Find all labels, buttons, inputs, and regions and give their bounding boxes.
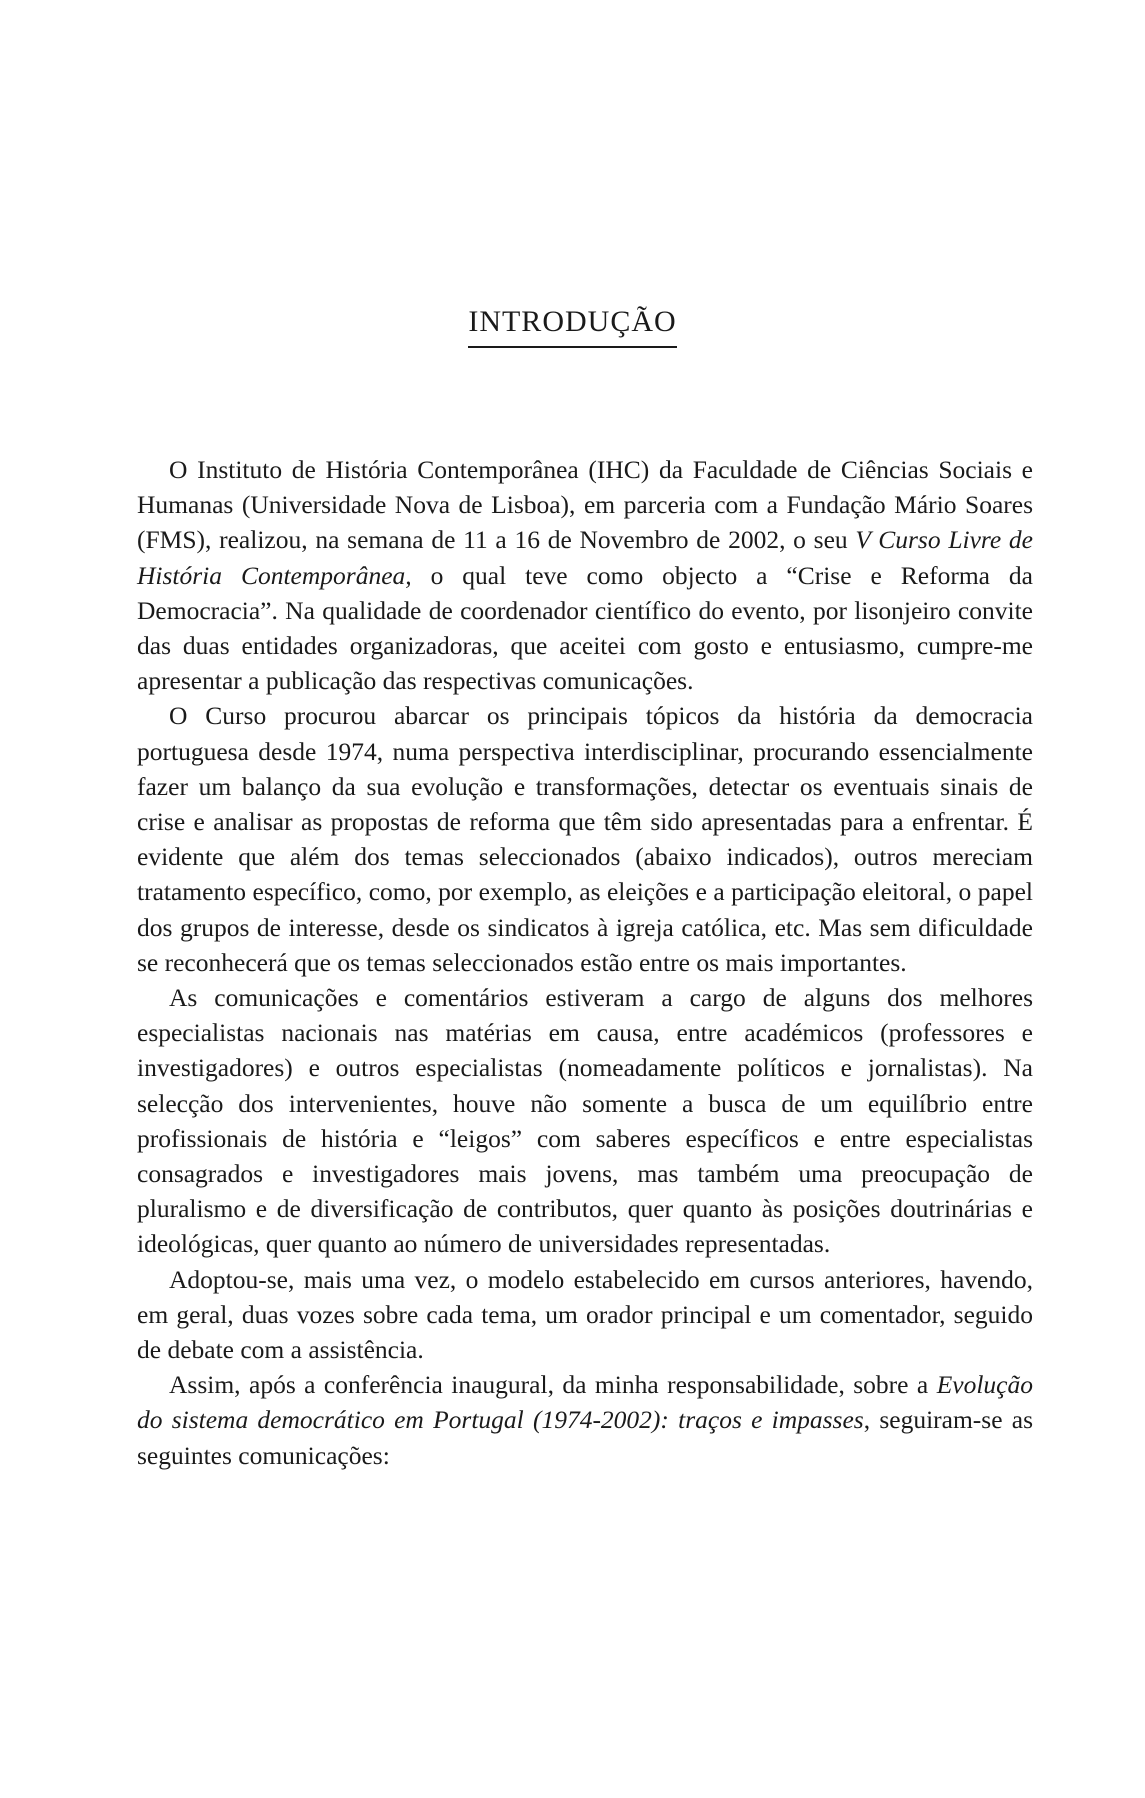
course-title-italic: V Curso Livre de História Contemporânea, [137, 525, 1033, 590]
paragraph-4 [137, 1262, 1033, 1368]
paragraph-2 [137, 698, 1033, 980]
paragraph-text: O Instituto de História Contemporânea (IHC) da Faculdade de Ciências Sociais e Humanas (Universidade Nova de Lisboa), em parceria com a Fundação Mário Soares (FMS), realizou, na semana de 11 a 16 de Novembro de 2002, o seu [137, 455, 1033, 555]
paragraph-text: Assim, após a conferência inaugural, da minha responsabilidade, sobre a [169, 1370, 937, 1400]
paragraph-text: O Curso procurou abarcar os principais tópicos da história da democracia portuguesa desde 1974, numa perspectiva interdisciplinar, procurando essencialmente fazer um balanço da sua evolução e transformações, detectar os eventuais sinais de crise e analisar as propostas de reforma que têm sido apresentadas para a enfrentar. É evidente que além dos temas seleccionados (abaixo indicados), outros mereciam tratamento específico, como, por exemplo, as eleições e a participação eleitoral, o papel dos grupos de interesse, desde os sindicatos à igreja católica, etc. Mas sem dificuldade se reconhecerá que os temas seleccionados estão entre os mais importantes. [137, 701, 1033, 977]
paragraph-3 [137, 980, 1033, 1262]
page-title: INTRODUÇÃO [468, 305, 676, 348]
paragraph-text: Adoptou-se, mais uma vez, o modelo estabelecido em cursos anteriores, havendo, em geral, duas vozes sobre cada tema, um orador principal e um comentador, seguido de debate com a assistência. [137, 1264, 1033, 1365]
conference-title-italic: Evolução do sistema democrático em Portugal (1974-2002): traços e impasses [137, 1370, 1033, 1435]
paragraph-text: o qual teve como objecto a “Crise e Reforma da Democracia”. Na qualidade de coordenador científico do evento, por lisonjeiro convite das duas entidades organizadoras, que aceitei com gosto e entusiasmo, cumpre-me apresentar a publicação das respectivas comunicações. [137, 560, 1033, 696]
paragraph-text: , seguiram-se as seguintes comunicações: [137, 1405, 1033, 1470]
body-text [137, 452, 1033, 1473]
paragraph-text: As comunicações e comentários estiveram a cargo de alguns dos melhores especialistas nacionais nas matérias em causa, entre académicos (professores e investigadores) e outros especialistas (nomeadamente políticos e jornalistas). Na selecção dos intervenientes, houve não somente a busca de um equilíbrio entre profissionais de história e “leigos” com saberes específicos e entre especialistas consagrados e investigadores mais jovens, mas também uma preocupação de pluralismo e de diversificação de contributos, quer quanto às posições doutrinárias e ideológicas, quer quanto ao número de universidades representadas. [137, 983, 1033, 1259]
paragraph-1 [137, 452, 1033, 698]
title-container [0, 305, 1145, 348]
paragraph-5 [137, 1367, 1033, 1473]
